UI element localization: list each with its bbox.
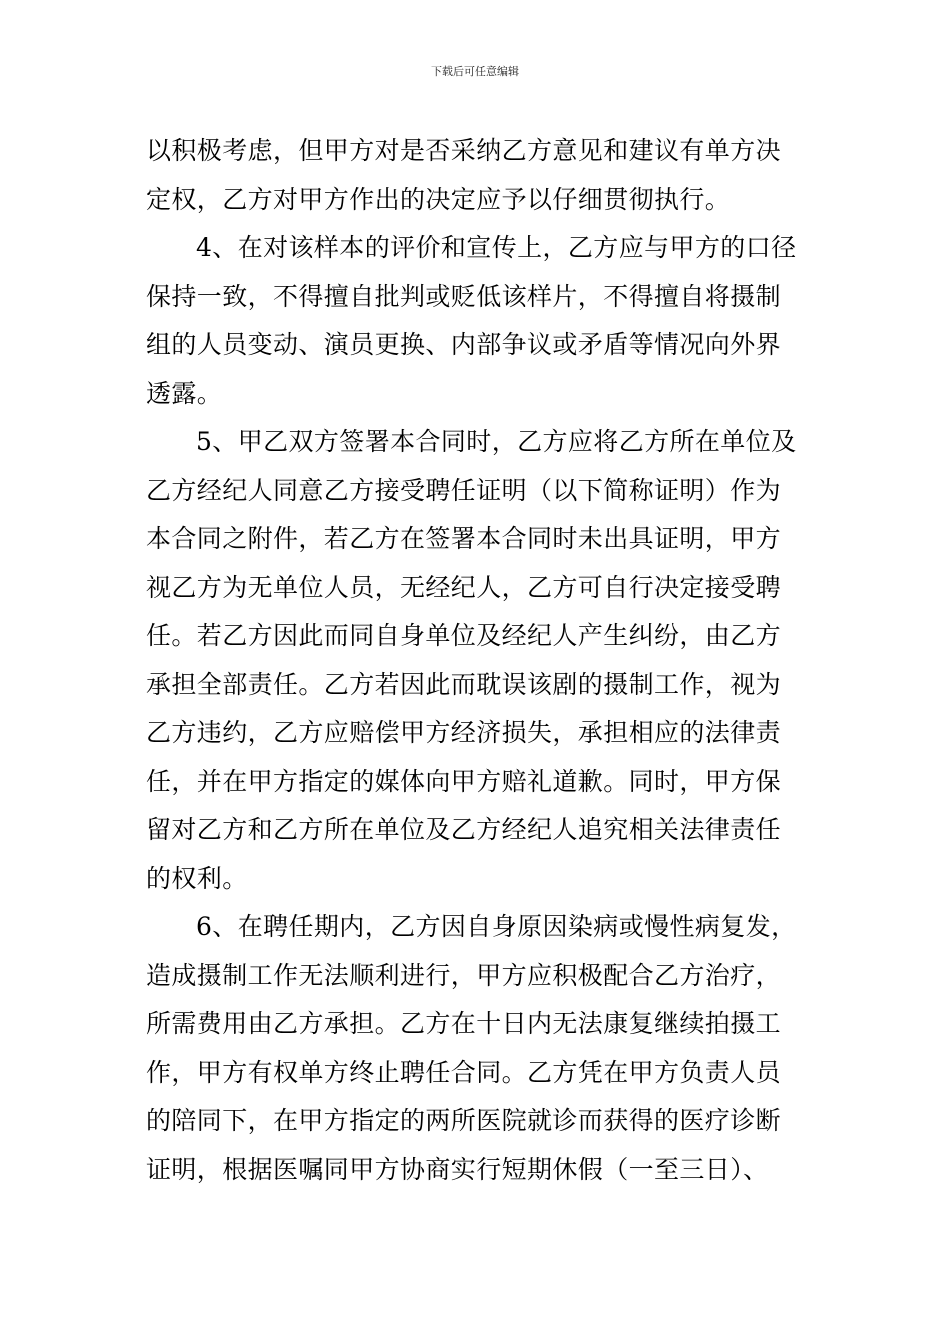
page-header: 下载后可任意编辑 xyxy=(431,65,519,78)
document-body xyxy=(146,127,810,1194)
text-line: 所需费用由乙方承担。乙方在十日内无法康复继续拍摄工 xyxy=(146,1009,782,1038)
text-line: 组的人员变动、演员更换、内部争议或矛盾等情况向外界 xyxy=(146,330,782,359)
clause-5-first-line: 5、甲乙双方签署本合同时，乙方应将乙方所在单位及 xyxy=(196,427,797,456)
text-line: 的陪同下，在甲方指定的两所医院就诊而获得的医疗诊断 xyxy=(146,1106,782,1135)
text-line: 的权利。 xyxy=(146,863,248,893)
text-line: 乙方违约，乙方应赔偿甲方经济损失，承担相应的法律责 xyxy=(146,718,782,747)
text-line: 保持一致，不得擅自批判或贬低该样片，不得擅自将摄制 xyxy=(146,281,782,311)
text-line: 作，甲方有权单方终止聘任合同。乙方凭在甲方负责人员 xyxy=(146,1057,782,1087)
text-line: 视乙方为无单位人员，无经纪人，乙方可自行决定接受聘 xyxy=(146,572,782,602)
text-line: 以积极考虑，但甲方对是否采纳乙方意见和建议有单方决 xyxy=(146,136,782,165)
text-line: 造成摄制工作无法顺利进行，甲方应积极配合乙方治疗， xyxy=(146,960,782,990)
text-line: 留对乙方和乙方所在单位及乙方经纪人追究相关法律责任 xyxy=(146,815,782,844)
text-line: 定权，乙方对甲方作出的决定应予以仔细贯彻执行。 xyxy=(146,184,731,214)
clause-4-first-line: 4、在对该样本的评价和宣传上，乙方应与甲方的口径 xyxy=(196,233,797,262)
text-line: 证明，根据医嘱同甲方协商实行短期休假（一至三日）、 xyxy=(146,1154,769,1184)
text-line: 承担全部责任。乙方若因此而耽误该剧的摄制工作，视为 xyxy=(146,669,782,699)
text-line: 任，并在甲方指定的媒体向甲方赔礼道歉。同时，甲方保 xyxy=(146,766,782,796)
text-line: 乙方经纪人同意乙方接受聘任证明（以下简称证明）作为 xyxy=(146,475,782,505)
text-line: 任。若乙方因此而同自身单位及经纪人产生纠纷，由乙方 xyxy=(146,621,782,650)
clause-6-first-line: 6、在聘任期内，乙方因自身原因染病或慢性病复发， xyxy=(196,912,797,941)
text-line: 本合同之附件，若乙方在签署本合同时未出具证明，甲方 xyxy=(146,524,782,553)
text-line: 透露。 xyxy=(146,378,223,408)
